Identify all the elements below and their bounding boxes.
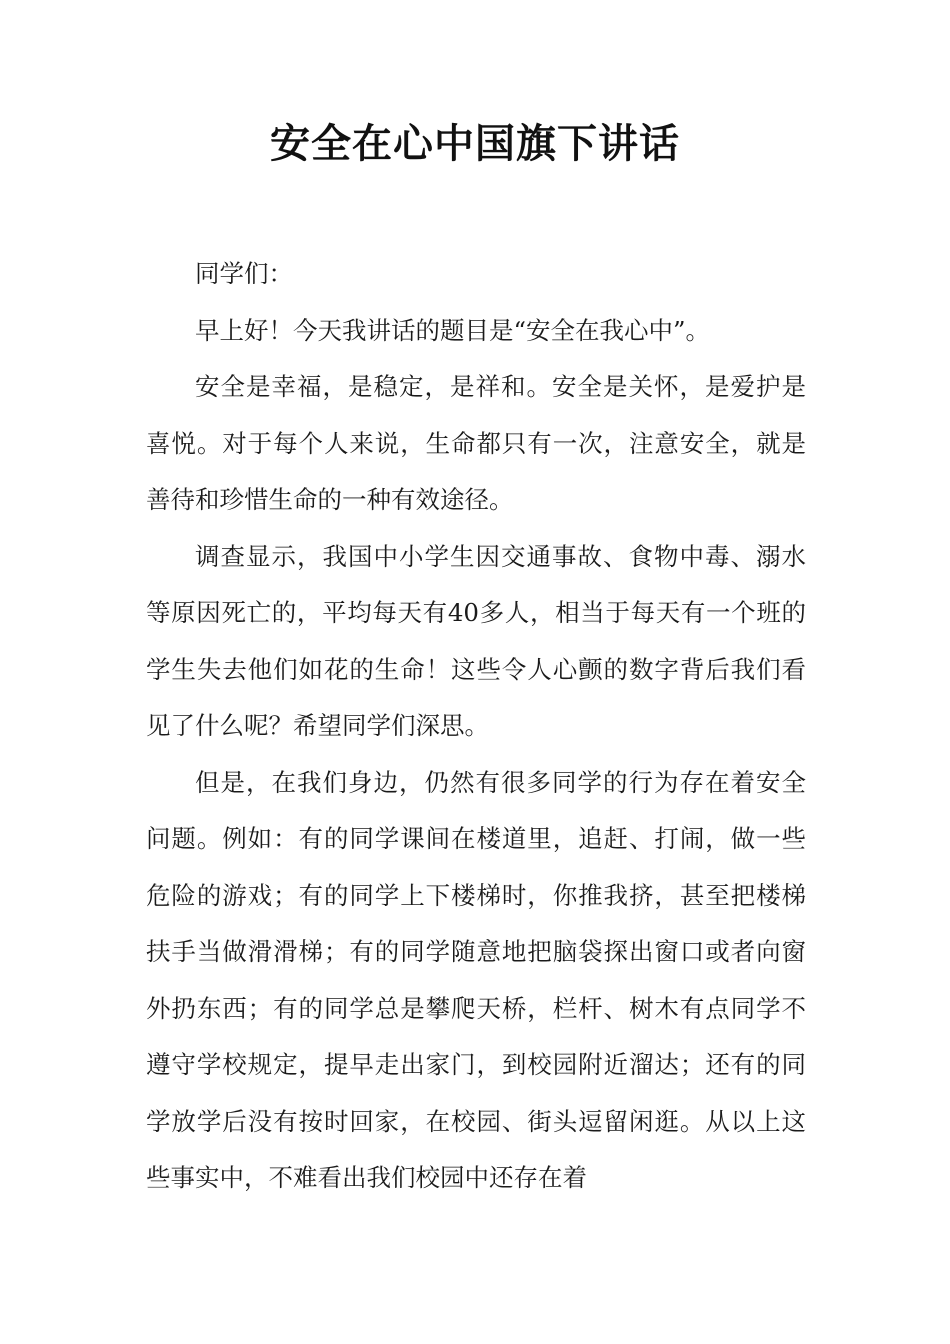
paragraph-statistics: 调查显示，我国中小学生因交通事故、食物中毒、溺水等原因死亡的，平均每天有40多人，相当于每天有一个班的学生失去他们如花的生命！这些令人心颤的数字背后我们看见了什么呢？希望同学们深思。 [146, 541, 806, 740]
paragraph-greeting: 同学们： [195, 259, 293, 288]
document-body [146, 246, 806, 1207]
paragraph-unsafe-behaviors: 但是，在我们身边，仍然有很多同学的行为存在着安全问题。例如：有的同学课间在楼道里，追赶、打闹，做一些危险的游戏；有的同学上下楼梯时，你推我挤，甚至把楼梯扶手当做滑滑梯；有的同学随意地把脑袋探出窗口或者向窗外扔东西；有的同学总是攀爬天桥，栏杆、树木有点同学不遵守学校规定，提早走出家门，到校园附近溜达；还有的同学放学后没有按时回家，在校园、街头逗留闲逛。从以上这些事实中，不难看出我们校园中还存在着 [146, 767, 806, 1192]
paragraph-safety-meaning: 安全是幸福，是稳定，是祥和。安全是关怀，是爱护是喜悦。对于每个人来说，生命都只有一次，注意安全，就是善待和珍惜生命的一种有效途径。 [146, 372, 806, 514]
paragraph-opening: 早上好！今天我讲话的题目是“安全在我心中”。 [195, 315, 711, 345]
document-title: 安全在心中国旗下讲话 [270, 121, 680, 167]
